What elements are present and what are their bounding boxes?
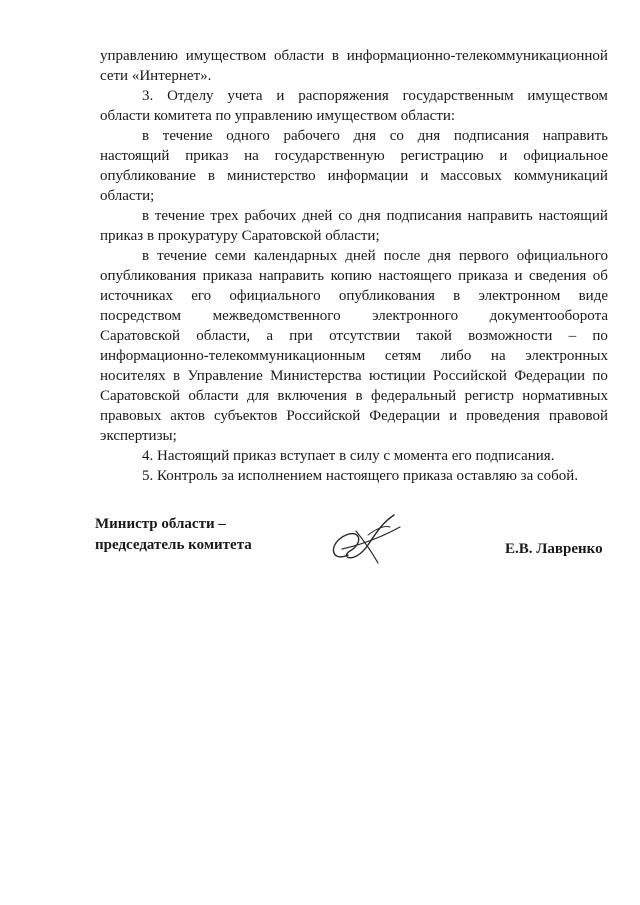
- text-line: [100, 226, 608, 246]
- text-word: юстиции: [369, 368, 426, 384]
- text-word: управлению: [100, 48, 178, 64]
- text-line: [100, 366, 608, 386]
- text-word: для: [246, 388, 269, 404]
- text-word: течение: [154, 208, 205, 224]
- text-line: [100, 286, 608, 306]
- text-word: правовых: [100, 408, 162, 424]
- text-word: копию: [330, 268, 372, 284]
- text-word: проведения: [466, 408, 540, 424]
- text-word: по: [592, 328, 608, 344]
- text-word: Российской: [286, 408, 361, 424]
- text-word: течение: [157, 248, 207, 264]
- text-word: дня: [417, 128, 441, 144]
- text-word: опубликования: [100, 268, 197, 284]
- text-word: Федерации: [514, 368, 586, 384]
- text-word: его: [191, 288, 212, 304]
- text-word: межведомственного: [212, 308, 341, 324]
- text-word: течение: [162, 128, 213, 144]
- text-line: [100, 266, 608, 286]
- text-word: Саратовской: [100, 328, 180, 344]
- text-word: отсутствии: [329, 328, 401, 344]
- text-word: а: [266, 328, 274, 344]
- text-word: нормативных: [522, 388, 608, 404]
- text-word: первого: [458, 248, 509, 264]
- signatory-name: Е.В. Лавренко: [505, 541, 603, 557]
- text-line: [100, 106, 608, 126]
- text-word: со: [389, 128, 404, 144]
- signatory-title-line2: председатель комитета: [95, 537, 252, 553]
- text-line: [100, 426, 608, 446]
- text-word: документооборота: [489, 308, 608, 324]
- signatory-title: [95, 514, 252, 556]
- text-word: рабочих: [244, 208, 297, 224]
- text-word: в: [142, 208, 150, 224]
- text-line: [100, 306, 608, 326]
- text-word: сетям: [384, 348, 422, 364]
- text-word: области: [274, 48, 325, 64]
- text-word: и: [276, 88, 285, 104]
- text-line-content: сети «Интернет».: [100, 68, 212, 84]
- text-word: учета: [227, 88, 263, 104]
- signatory-title-line1: Министр области –: [95, 516, 226, 532]
- text-word: министерство: [226, 168, 316, 184]
- text-word: дня: [353, 128, 377, 144]
- text-word: на: [244, 148, 259, 164]
- text-line: [100, 46, 608, 66]
- text-line-content: экспертизы;: [100, 428, 177, 444]
- text-word: актов: [170, 408, 205, 424]
- text-line: [100, 406, 608, 426]
- text-word: подписания: [386, 208, 462, 224]
- text-word: настоящий: [100, 148, 170, 164]
- text-word: настоящего: [378, 268, 452, 284]
- text-word: правовой: [548, 408, 608, 424]
- text-word: в: [331, 48, 339, 64]
- text-word: области,: [196, 328, 251, 344]
- text-word: приказ: [185, 148, 229, 164]
- text-line: [100, 446, 608, 466]
- text-word: субъектов: [213, 408, 278, 424]
- text-word: Саратовской: [100, 388, 180, 404]
- text-word: регистр: [464, 388, 514, 404]
- text-word: дней: [302, 208, 333, 224]
- text-word: приказа: [458, 268, 508, 284]
- text-word: дней: [345, 248, 376, 264]
- text-word: распоряжения: [298, 88, 389, 104]
- text-word: Отделу: [167, 88, 214, 104]
- text-word: –: [568, 328, 577, 344]
- text-word: после: [383, 248, 421, 264]
- text-word: такой: [416, 328, 452, 344]
- text-word: области: [188, 388, 239, 404]
- document-body: [100, 46, 608, 486]
- text-word: опубликования: [338, 288, 435, 304]
- text-line: [100, 206, 608, 226]
- text-line-content: приказ в прокуратуру Саратовской области;: [100, 228, 380, 244]
- text-word: электронном: [478, 288, 561, 304]
- text-word: рабочего: [283, 128, 340, 144]
- text-word: по: [592, 368, 608, 384]
- text-word: направить: [258, 268, 325, 284]
- text-word: со: [338, 208, 353, 224]
- handwritten-signature-icon: [320, 505, 410, 575]
- text-word: государственную: [274, 148, 385, 164]
- text-word: 3.: [142, 88, 154, 104]
- text-word: Управление: [187, 368, 263, 384]
- text-word: источниках: [100, 288, 173, 304]
- text-word: регистрацию: [400, 148, 484, 164]
- text-word: при: [289, 328, 313, 344]
- text-word: посредством: [100, 308, 182, 324]
- text-word: в: [355, 388, 363, 404]
- text-line-content: области комитета по управлению имуществом области:: [100, 108, 456, 124]
- text-word: носителях: [100, 368, 166, 384]
- text-line-content: области;: [100, 188, 155, 204]
- text-word: включения: [277, 388, 348, 404]
- text-word: в: [142, 248, 150, 264]
- text-line: [100, 66, 608, 86]
- text-word: электронного: [372, 308, 459, 324]
- text-word: настоящий: [538, 208, 608, 224]
- text-word: электронных: [525, 348, 608, 364]
- text-word: дня: [428, 248, 451, 264]
- text-line: [100, 166, 608, 186]
- text-word: массовых: [440, 168, 502, 184]
- text-word: государственным: [402, 88, 514, 104]
- text-word: дня: [358, 208, 381, 224]
- text-word: трех: [210, 208, 239, 224]
- text-word: в: [207, 168, 215, 184]
- text-word: одного: [226, 128, 270, 144]
- text-line-content: 5. Контроль за исполнением настоящего приказа оставляю за собой.: [142, 468, 579, 484]
- text-word: имуществом: [185, 48, 267, 64]
- text-word: информации: [327, 168, 409, 184]
- text-line: [100, 126, 608, 146]
- text-word: имуществом: [527, 88, 608, 104]
- text-word: Российской: [432, 368, 507, 384]
- text-word: виде: [578, 288, 608, 304]
- text-line-content: 4. Настоящий приказ вступает в силу с момента его подписания.: [142, 448, 555, 464]
- text-word: коммуникаций: [513, 168, 608, 184]
- text-word: приказа: [202, 268, 253, 284]
- text-line: [100, 246, 608, 266]
- text-word: семи: [214, 248, 246, 264]
- text-word: в: [142, 128, 150, 144]
- text-word: подписания: [453, 128, 530, 144]
- text-word: календарных: [253, 248, 338, 264]
- text-line: [100, 326, 608, 346]
- text-line: [100, 466, 608, 486]
- text-word: в: [453, 288, 461, 304]
- text-word: на: [490, 348, 506, 364]
- text-word: либо: [440, 348, 472, 364]
- text-word: Федерации: [369, 408, 441, 424]
- text-word: официального: [229, 288, 321, 304]
- text-line: [100, 346, 608, 366]
- text-word: и: [499, 148, 508, 164]
- text-word: направить: [467, 208, 533, 224]
- text-word: об: [592, 268, 608, 284]
- text-line: [100, 146, 608, 166]
- text-word: возможности: [468, 328, 553, 344]
- text-word: федеральный: [370, 388, 457, 404]
- text-line: [100, 86, 608, 106]
- text-word: и: [514, 268, 523, 284]
- text-line: [100, 386, 608, 406]
- text-word: Министерства: [270, 368, 362, 384]
- text-word: информационно-телекоммуникационным: [100, 348, 366, 364]
- text-line: [100, 186, 608, 206]
- text-word: и: [420, 168, 429, 184]
- text-word: и: [449, 408, 458, 424]
- text-word: направить: [542, 128, 608, 144]
- text-word: официального: [516, 248, 608, 264]
- text-word: информационно-телекоммуникационной: [346, 48, 608, 64]
- text-word: в: [173, 368, 181, 384]
- text-word: опубликование: [100, 168, 196, 184]
- text-word: официальное: [523, 148, 608, 164]
- text-word: сведения: [528, 268, 587, 284]
